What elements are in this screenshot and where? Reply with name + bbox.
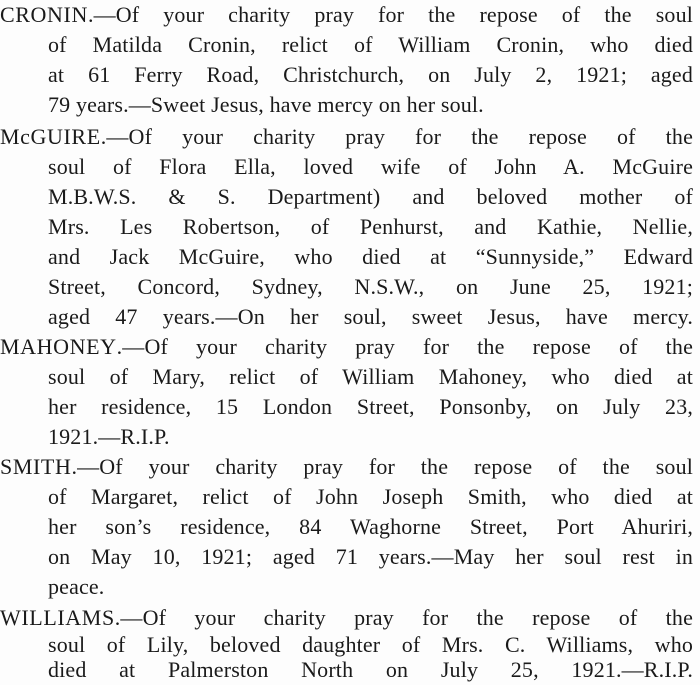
notice-mcguire-line-4: Mrs. Les Robertson, of Penhurst, and Kathie, Nellie, xyxy=(48,214,693,239)
notice-williams-line-2: soul of Lily, beloved daughter of Mrs. C. Williams, who xyxy=(48,632,693,657)
notice-williams-line-3: died at Palmerston North on July 25, 1921.—R.I.P. xyxy=(48,657,693,682)
notice-cronin-line-2: of Matilda Cronin, relict of William Cronin, who died xyxy=(48,32,693,57)
notice-smith-line-5: peace. xyxy=(48,574,105,599)
notice-mahoney-line-1: MAHONEY.—Of your charity pray for the repose of the xyxy=(0,334,693,359)
notice-cronin-name: CRONIN xyxy=(0,2,88,27)
notice-smith-line-4: on May 10, 1921; aged 71 years.—May her soul rest in xyxy=(48,544,693,569)
notice-smith-line-3: her son’s residence, 84 Waghorne Street, Port Ahuriri, xyxy=(48,514,693,539)
notice-mcguire-name: McGUIRE xyxy=(0,124,101,149)
notice-smith-line-2: of Margaret, relict of John Joseph Smith, who died at xyxy=(48,484,693,509)
notice-cronin-line-1: CRONIN.—Of your charity pray for the repose of the soul xyxy=(0,2,693,27)
notice-smith-line-1: SMITH.—Of your charity pray for the repose of the soul xyxy=(0,454,693,479)
notice-mcguire-line-7: aged 47 years.—On her soul, sweet Jesus, have mercy. xyxy=(48,304,693,329)
notice-mcguire-line-1: McGUIRE.—Of your charity pray for the repose of the xyxy=(0,124,693,149)
notice-mahoney-line-4: 1921.—R.I.P. xyxy=(48,424,170,449)
notice-mcguire-line-5: and Jack McGuire, who died at “Sunnyside,” Edward xyxy=(48,244,693,269)
notice-mahoney-name: MAHONEY xyxy=(0,334,117,359)
notice-cronin-line-3: at 61 Ferry Road, Christchurch, on July 2, 1921; aged xyxy=(48,62,693,87)
notice-mahoney-line-3: her residence, 15 London Street, Ponsonby, on July 23, xyxy=(48,394,693,419)
notice-cronin-line-4: 79 years.—Sweet Jesus, have mercy on her soul. xyxy=(48,92,484,117)
notice-smith-name: SMITH xyxy=(0,454,72,479)
notice-williams-line-1: WILLIAMS.—Of your charity pray for the repose of the xyxy=(0,605,693,630)
notice-mcguire-line-3: M.B.W.S. & S. Department) and beloved mother of xyxy=(48,184,693,209)
notice-mcguire-line-6: Street, Concord, Sydney, N.S.W., on June 25, 1921; xyxy=(48,274,693,299)
notice-mahoney-line-2: soul of Mary, relict of William Mahoney, who died at xyxy=(48,364,693,389)
notice-williams-name: WILLIAMS xyxy=(0,605,115,630)
notice-mcguire-line-2: soul of Flora Ella, loved wife of John A. McGuire xyxy=(48,154,693,179)
